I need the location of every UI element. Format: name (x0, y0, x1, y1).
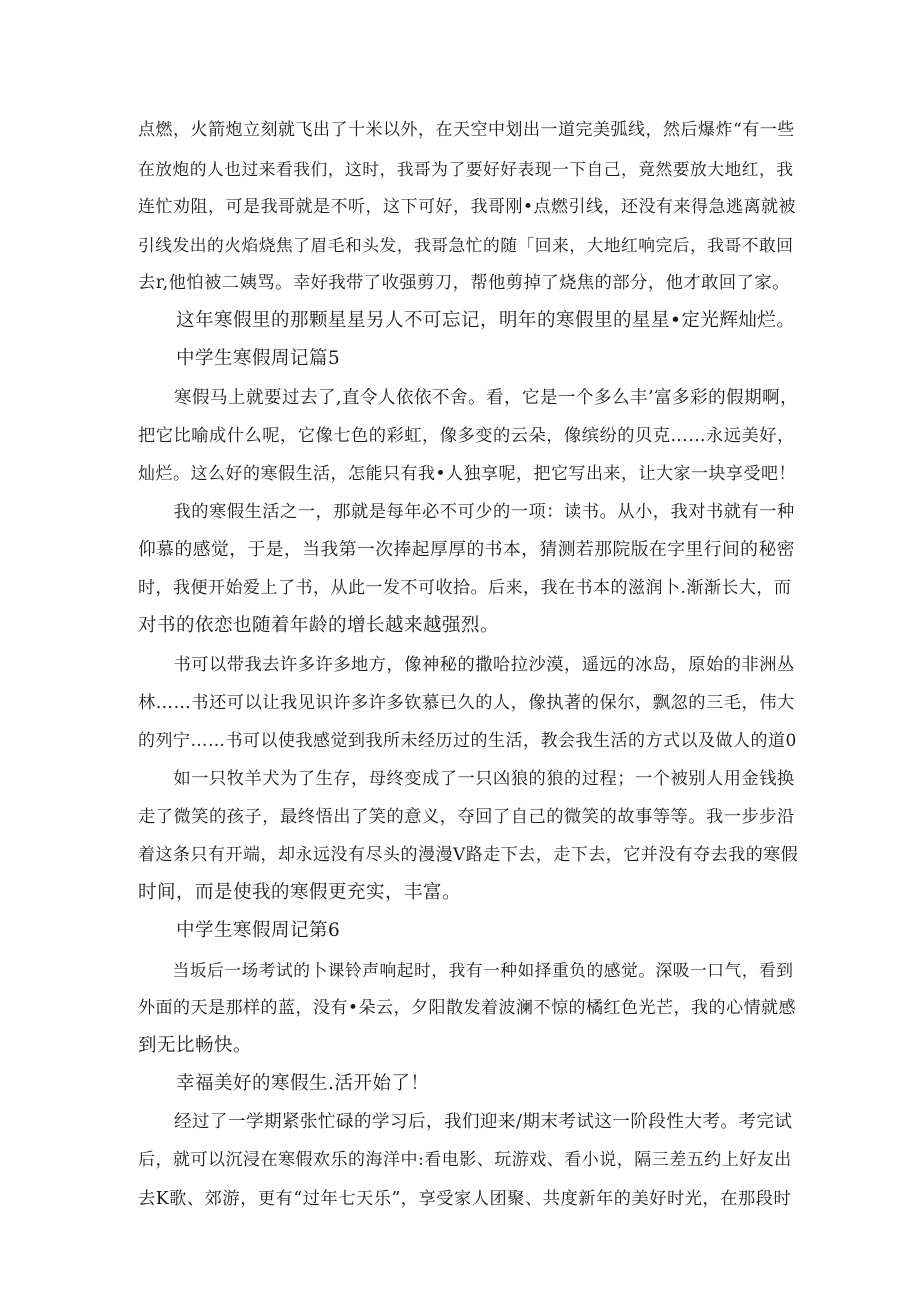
text-line: 林……书还可以让我见识许多许多钦慕已久的人，像执著的保尔，飘忽的三毛，伟大 (138, 693, 795, 713)
text-line: 连忙劝阻，可是我哥就是不听，这下可好，我哥刚•点燃引线，还没有来得急逃离就被 (138, 197, 797, 217)
text-line: 去r,他怕被二姨骂。幸好我带了收强剪刀，帮他剪掉了烧焦的部分，他才敢回了家。 (138, 273, 790, 293)
text-line: 对书的依恋也随着年龄的增长越来越强烈。 (138, 615, 500, 636)
text-line: 到无比畅快。 (138, 1035, 253, 1056)
text-line: 时间，而是使我的寒假更充实，丰富。 (138, 882, 462, 903)
text-line: 外面的天是那样的蓝，没有•朵云，夕阳散发着波澜不惊的橘红色光芒，我的心情就感 (138, 998, 797, 1018)
text-line: 如一只牧羊犬为了生存，母终变成了一只凶狼的狼的过程；一个被别人用金钱换 (138, 769, 795, 789)
text-line: 后，就可以沉浸在寒假欢乐的海洋中:看电影、玩游戏、看小说，隔三差五约上好友出 (138, 1150, 792, 1170)
text-line: 点燃，火箭炮立刻就飞出了十米以外，在天空中划出一道完美弧线，然后爆炸“有一些 (138, 120, 795, 140)
text-line: 仰慕的感觉，于是，当我第一次捧起厚厚的书本，猜测若那院版在字里行间的秘密 (138, 540, 796, 560)
text-line: 引线发出的火焰烧焦了眉毛和头发，我哥急忙的随「回来，大地红响完后，我哥不敢回 (138, 235, 794, 255)
text-line: 这年寒假里的那颗星星另人不可忘记，明年的寒假里的星星•定光辉灿烂。 (138, 310, 796, 331)
text-line: 着这条只有开端，却永远没有尽头的漫漫V路走下去，走下去，它并没有夺去我的寒假 (138, 845, 799, 865)
text-line: 把它比喻成什么呢，它像七色的彩虹，像多变的云朵，像缤纷的贝克……永远美好， (138, 426, 795, 446)
text-line: 书可以带我去许多许多地方，像神秘的撒哈拉沙漠，遥远的冰岛，原始的非洲丛 (138, 655, 795, 675)
text-line: 寒假马上就要过去了,直令人依依不舍。看，它是一个多么丰’富多彩的假期啊， (138, 388, 799, 408)
text-line: 我的寒假生活之一，那就是每年必不可少的一项：读书。从小，我对书就有一种 (138, 502, 795, 522)
text-line: 的列宁……书可以使我感觉到我所未经历过的生活，教会我生活的方式以及做人的道0 (138, 731, 797, 751)
text-line: 灿烂。这么好的寒假生活，怎能只有我•人独享呢，把它写出来，让大家一块享受吧！ (138, 464, 797, 484)
text-line: 在放炮的人也过来看我们，这时，我哥为了要好好表现一下自己，竟然要放大地红，我 (138, 159, 794, 179)
text-line: 走了微笑的孩子，最终悟出了笑的意义，夺回了自己的微笑的故事等等。我一步步沿 (138, 807, 795, 827)
section-heading: 中学生寒假周记篇5 (138, 348, 341, 369)
text-line: 经过了一学期紧张忙碌的学习后，我们迎来/期末考试这一阶段性大考。考完试 (138, 1112, 793, 1132)
text-line: 幸福美好的寒假生.活开始了！ (138, 1073, 430, 1094)
text-line: 当坂后一场考试的卜课铃声响起时，我有一种如择重负的感觉。深吸一口气，看到 (138, 960, 794, 980)
text-line: 去K歌、郊游，更有“过年七天乐”，享受家人团聚、共度新年的美好时光，在那段时 (138, 1189, 792, 1209)
text-line: 时，我便开始爱上了书，从此一发不可收拾。后来，我在书本的滋润卜.渐渐长大，而 (138, 578, 792, 598)
section-heading: 中学生寒假周记第6 (138, 920, 341, 941)
